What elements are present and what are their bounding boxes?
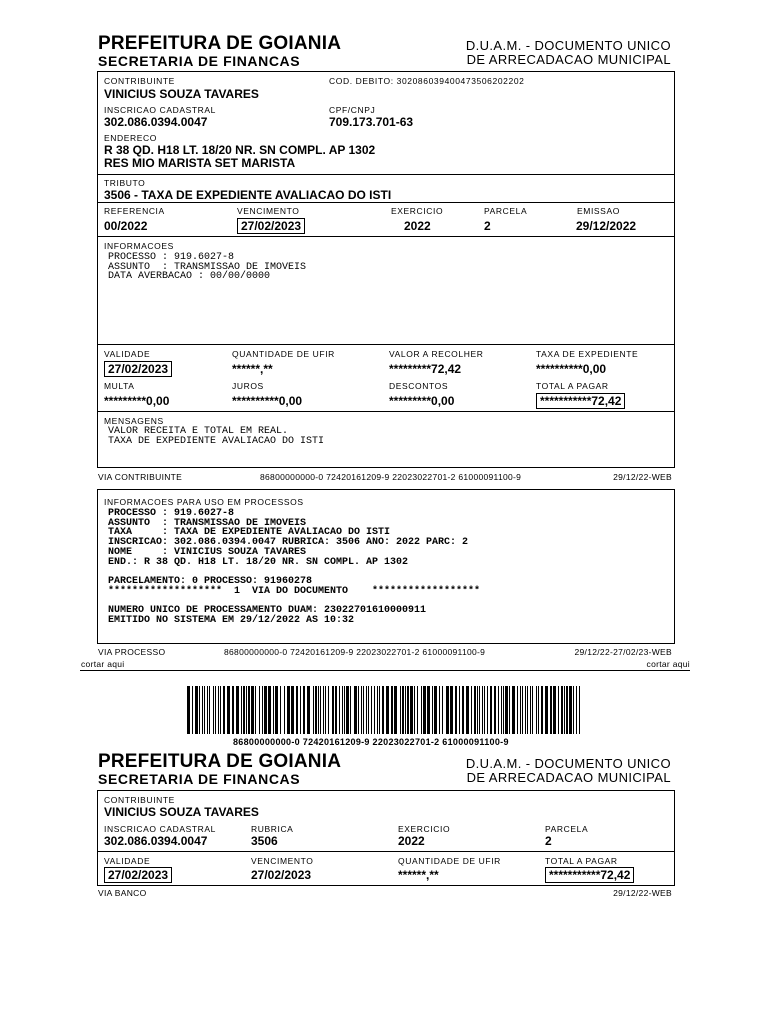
barcode-bar [220, 686, 221, 734]
barcode-bar [561, 686, 563, 734]
banco-rubrica-value: 3506 [251, 834, 278, 848]
barcode-bar [477, 686, 478, 734]
via-banco-label: VIA BANCO [98, 888, 147, 898]
barcode-bar [482, 686, 483, 734]
barcode-bar [522, 686, 523, 734]
barcode-digits: 86800000000-0 72420161209-9 22023022701-2 61000091100-9 [233, 737, 509, 747]
barcode-bar [209, 686, 210, 734]
barcode-bar [227, 686, 230, 734]
barcode-bar [291, 686, 294, 734]
barcode-bar [432, 686, 433, 734]
barcode-bar [455, 686, 457, 734]
barcode-bar [564, 686, 565, 734]
barcode-bar [579, 686, 580, 734]
endereco-line1: R 38 QD. H18 LT. 18/20 NR. SN COMPL. AP 1302 [104, 143, 376, 157]
barcode-bar [204, 686, 205, 734]
banco-exercicio-label: EXERCICIO [398, 824, 451, 834]
cortar-aqui-right: cortar aqui [646, 659, 690, 669]
org-title-2: PREFEITURA DE GOIANIA [98, 751, 342, 772]
banco-inscricao-label: INSCRICAO CADASTRAL [104, 824, 217, 834]
processos-label: INFORMACOES PARA USO EM PROCESSOS [104, 497, 304, 507]
barcode-bar [573, 686, 574, 734]
divider [97, 851, 675, 852]
banco-parcela-label: PARCELA [545, 824, 589, 834]
via-contribuinte-label: VIA CONTRIBUINTE [98, 472, 183, 482]
barcode-bar [332, 686, 334, 734]
barcode-bar [320, 686, 321, 734]
barcode [187, 686, 584, 734]
barcode-bar [275, 686, 278, 734]
banco-exercicio-value: 2022 [398, 834, 425, 848]
via-processo-code: 86800000000-0 72420161209-9 22023022701-2 61000091100-9 [224, 647, 486, 657]
barcode-bar [374, 686, 375, 734]
emissao-value: 29/12/2022 [576, 219, 637, 233]
barcode-bar [335, 686, 337, 734]
barcode-bar [569, 686, 572, 734]
cpf-label: CPF/CNPJ [329, 105, 376, 115]
emissao-label: EMISSAO [577, 206, 620, 216]
divider [97, 411, 675, 412]
endereco-label: ENDERECO [104, 133, 157, 143]
banco-total-value: ***********72,42 [545, 867, 634, 883]
banco-rubrica-label: RUBRICA [251, 824, 294, 834]
banco-total-label: TOTAL A PAGAR [545, 856, 618, 866]
banco-inscricao-value: 302.086.0394.0047 [104, 834, 208, 848]
org-title: PREFEITURA DE GOIANIA [98, 33, 342, 54]
barcode-bar [236, 686, 239, 734]
banco-contribuinte-name: VINICIUS SOUZA TAVARES [104, 805, 259, 819]
barcode-bar [553, 686, 556, 734]
barcode-bar [414, 686, 415, 734]
barcode-bar [202, 686, 203, 734]
barcode-bar [264, 686, 267, 734]
barcode-bar [300, 686, 301, 734]
barcode-bar [439, 686, 440, 734]
contribuinte-label: CONTRIBUINTE [104, 76, 175, 86]
tributo-value: 3506 - TAXA DE EXPEDIENTE AVALIACAO DO ISTI [104, 188, 392, 202]
banco-validade-label: VALIDADE [104, 856, 151, 866]
multa-value: *********0,00 [104, 394, 170, 408]
barcode-bar [323, 686, 324, 734]
via-contribuinte-code: 86800000000-0 72420161209-9 22023022701-2 61000091100-9 [260, 472, 522, 482]
cod-debito-label: COD. DEBITO: 302086039400473506202202 [329, 76, 525, 86]
barcode-bar [241, 686, 242, 734]
referencia-label: REFERENCIA [104, 206, 165, 216]
barcode-bar [498, 686, 499, 734]
barcode-bar [576, 686, 577, 734]
barcode-bar [366, 686, 367, 734]
barcode-bar [195, 686, 198, 734]
barcode-bar [215, 686, 216, 734]
barcode-bar [199, 686, 200, 734]
barcode-bar [296, 686, 298, 734]
inscricao-value: 302.086.0394.0047 [104, 115, 208, 129]
barcode-bar [474, 686, 476, 734]
via-processo-date: 29/12/22-27/02/23-WEB [574, 647, 672, 657]
barcode-bar [512, 686, 515, 734]
barcode-bar [273, 686, 274, 734]
divider [97, 174, 675, 175]
barcode-bar [248, 686, 250, 734]
barcode-bar [246, 686, 247, 734]
barcode-bar [268, 686, 271, 734]
divider [97, 236, 675, 237]
barcode-bar [344, 686, 345, 734]
exercicio-label: EXERCICIO [391, 206, 444, 216]
processos-text: PROCESSO : 919.6027-8 ASSUNTO : TRANSMISSAO DE IMOVEIS TAXA : TAXA DE EXPEDIENTE AVALIACAO DO ISTI INSCRICAO: 302.086.0394.0047 RUBRICA: 3506 ANO: 2022 PARC: 2 NOME : VINICIUS SOUZA TAVARES END.: R 38 QD. H18 LT. 18/20 NR. SN COMPL. AP 1302 PARCELAMENTO: 0 PROCESSO: 91960278 ******************* 1 VIA DO DOCUMENTO ****************** NUMERO UNICO DE PROCESSAMENTO DUAM: 23022701610000911 EMITIDO NO SISTEMA EM 29/12/2022 AS 10:32 [108, 508, 481, 626]
banco-ufir-value: ******,** [398, 868, 439, 882]
barcode-bar [315, 686, 317, 734]
valor-recolher-value: *********72,42 [389, 362, 462, 376]
taxa-expediente-label: TAXA DE EXPEDIENTE [536, 349, 639, 359]
barcode-bar [361, 686, 362, 734]
barcode-bar [325, 686, 326, 734]
valor-recolher-label: VALOR A RECOLHER [389, 349, 484, 359]
dept-title-2: SECRETARIA DE FINANCAS [98, 771, 301, 787]
endereco-line2: RES MIO MARISTA SET MARISTA [104, 156, 296, 170]
juros-value: **********0,00 [232, 394, 303, 408]
barcode-bar [442, 686, 443, 734]
barcode-bar [501, 686, 502, 734]
barcode-bar [410, 686, 413, 734]
descontos-label: DESCONTOS [389, 381, 449, 391]
banco-parcela-value: 2 [545, 834, 552, 848]
barcode-bar [405, 686, 406, 734]
barcode-bar [346, 686, 349, 734]
barcode-bar [223, 686, 225, 734]
barcode-bar [566, 686, 568, 734]
contribuinte-name: VINICIUS SOUZA TAVARES [104, 87, 259, 101]
cut-line [80, 670, 690, 671]
barcode-bar [490, 686, 492, 734]
barcode-bar [484, 686, 485, 734]
barcode-bar [550, 686, 552, 734]
barcode-bar [407, 686, 409, 734]
barcode-bar [382, 686, 384, 734]
barcode-bar [303, 686, 305, 734]
barcode-bar [287, 686, 290, 734]
cpf-value: 709.173.701-63 [329, 115, 414, 129]
barcode-bar [558, 686, 559, 734]
banco-ufir-label: QUANTIDADE DE UFIR [398, 856, 501, 866]
parcela-value: 2 [484, 219, 491, 233]
barcode-bar [466, 686, 469, 734]
barcode-bar [386, 686, 389, 734]
taxa-expediente-value: **********0,00 [536, 362, 607, 376]
validade-label: VALIDADE [104, 349, 151, 359]
juros-label: JUROS [232, 381, 264, 391]
barcode-bar [377, 686, 378, 734]
barcode-bar [459, 686, 460, 734]
barcode-bar [532, 686, 533, 734]
banco-validade-value: 27/02/2023 [104, 867, 172, 883]
barcode-bar [446, 686, 449, 734]
barcode-bar [520, 686, 521, 734]
informacoes-label: INFORMACOES [104, 241, 174, 251]
barcode-bar [363, 686, 364, 734]
barcode-bar [251, 686, 254, 734]
via-banco-date: 29/12/22-WEB [613, 888, 672, 898]
via-contribuinte-date: 29/12/22-WEB [613, 472, 672, 482]
barcode-bar [284, 686, 285, 734]
banco-vencimento-label: VENCIMENTO [251, 856, 314, 866]
total-pagar-value: ***********72,42 [536, 393, 625, 409]
barcode-bar [358, 686, 359, 734]
doc-title-line2: DE ARRECADACAO MUNICIPAL [466, 52, 671, 67]
dept-title: SECRETARIA DE FINANCAS [98, 53, 301, 69]
multa-label: MULTA [104, 381, 135, 391]
barcode-bar [462, 686, 464, 734]
barcode-bar [391, 686, 393, 734]
banco-vencimento-value: 27/02/2023 [251, 868, 312, 882]
barcode-bar [328, 686, 329, 734]
barcode-bar [243, 686, 245, 734]
barcode-bar [262, 686, 263, 734]
doc-title-line1-2: D.U.A.M. - DOCUMENTO UNICO [465, 756, 671, 771]
barcode-bar [342, 686, 343, 734]
barcode-bar [434, 686, 437, 734]
divider [97, 202, 675, 203]
barcode-bar [400, 686, 401, 734]
barcode-bar [350, 686, 351, 734]
exercicio-value: 2022 [404, 219, 431, 233]
mensagens-text: VALOR RECEITA E TOTAL EM REAL. TAXA DE EXPEDIENTE AVALIACAO DO ISTI [108, 426, 325, 447]
validade-value: 27/02/2023 [104, 361, 172, 377]
barcode-bar [479, 686, 480, 734]
barcode-bar [525, 686, 526, 734]
doc-title-line1: D.U.A.M. - DOCUMENTO UNICO [465, 38, 671, 53]
barcode-bar [354, 686, 357, 734]
barcode-bar [402, 686, 404, 734]
barcode-bar [371, 686, 372, 734]
barcode-bar [494, 686, 496, 734]
barcode-bar [307, 686, 310, 734]
barcode-bar [487, 686, 488, 734]
barcode-bar [530, 686, 531, 734]
barcode-bar [545, 686, 548, 734]
ufir-label: QUANTIDADE DE UFIR [232, 349, 335, 359]
banco-contribuinte-label: CONTRIBUINTE [104, 795, 175, 805]
barcode-bar [187, 686, 190, 734]
barcode-bar [394, 686, 397, 734]
barcode-bar [421, 686, 422, 734]
inscricao-label: INSCRICAO CADASTRAL [104, 105, 217, 115]
parcela-label: PARCELA [484, 206, 528, 216]
barcode-bar [417, 686, 418, 734]
barcode-bar [450, 686, 453, 734]
barcode-bar [503, 686, 504, 734]
barcode-bar [471, 686, 472, 734]
barcode-bar [368, 686, 369, 734]
descontos-value: *********0,00 [389, 394, 455, 408]
barcode-bar [280, 686, 281, 734]
barcode-bar [318, 686, 319, 734]
barcode-bar [192, 686, 193, 734]
ufir-value: ******,** [232, 362, 273, 376]
barcode-bar [379, 686, 380, 734]
barcode-bar [527, 686, 528, 734]
vencimento-value: 27/02/2023 [237, 218, 305, 234]
referencia-value: 00/2022 [104, 219, 148, 233]
barcode-bar [218, 686, 219, 734]
barcode-bar [517, 686, 518, 734]
barcode-bar [232, 686, 234, 734]
barcode-bar [313, 686, 314, 734]
barcode-bar [213, 686, 214, 734]
barcode-bar [536, 686, 537, 734]
barcode-bar [207, 686, 208, 734]
mensagens-label: MENSAGENS [104, 416, 164, 426]
barcode-bar [509, 686, 510, 734]
doc-title-line2-2: DE ARRECADACAO MUNICIPAL [466, 770, 671, 785]
vencimento-label: VENCIMENTO [237, 206, 300, 216]
barcode-bar [427, 686, 430, 734]
barcode-bar [538, 686, 539, 734]
cortar-aqui-left: cortar aqui [81, 659, 125, 669]
barcode-bar [255, 686, 256, 734]
barcode-bar [339, 686, 340, 734]
informacoes-text: PROCESSO : 919.6027-8 ASSUNTO : TRANSMISSAO DE IMOVEIS DATA AVERBACAO : 00/00/0000 [108, 252, 307, 283]
via-processo-label: VIA PROCESSO [98, 647, 166, 657]
barcode-bar [423, 686, 426, 734]
barcode-bar [259, 686, 260, 734]
barcode-bar [541, 686, 543, 734]
barcode-bar [505, 686, 508, 734]
tributo-label: TRIBUTO [104, 178, 146, 188]
divider [97, 344, 675, 345]
total-pagar-label: TOTAL A PAGAR [536, 381, 609, 391]
